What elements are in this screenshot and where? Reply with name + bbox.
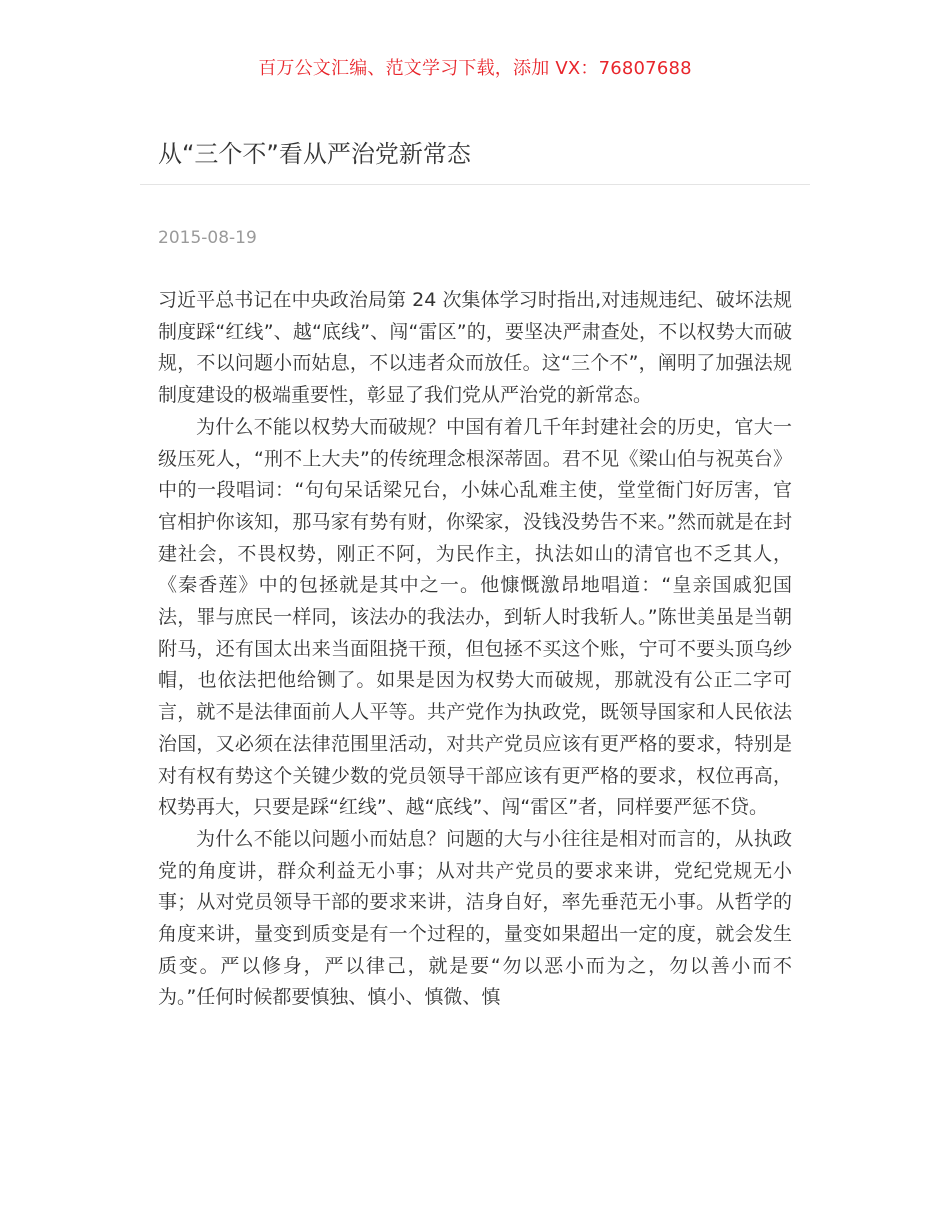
article-title: 从“三个不”看从严治党新常态 [158,140,471,168]
article-body [158,285,792,1014]
paragraph: 习近平总书记在中央政治局第 24 次集体学习时指出,对违规违纪、破坏法规制度踩“红线”、越“底线”、闯“雷区”的，要坚决严肃查处，不以权势大而破规，不以问题小而姑息，不以违者众而放任。这“三个不”，阐明了加强法规制度建设的极端重要性，彰显了我们党从严治党的新常态。 [158,289,792,407]
title-divider [140,184,810,185]
promo-banner: 百万公文汇编、范文学习下载，添加 VX：76807688 [258,58,692,79]
publish-date: 2015-08-19 [158,228,257,248]
paragraph: 为什么不能以问题小而姑息？问题的大与小往往是相对而言的，从执政党的角度讲，群众利益无小事；从对共产党员的要求来讲，党纪党规无小事；从对党员领导干部的要求来讲，洁身自好，率先垂范无小事。从哲学的角度来讲，量变到质变是有一个过程的，量变如果超出一定的度，就会发生质变。严以修身，严以律己，就是要“勿以恶小而为之，勿以善小而不为。”任何时候都要慎独、慎小、慎微、慎 [158,827,792,1009]
paragraph: 为什么不能以权势大而破规？中国有着几千年封建社会的历史，官大一级压死人，“刑不上大夫”的传统理念根深蒂固。君不见《梁山伯与祝英台》中的一段唱词：“句句呆话梁兄台，小妹心乱难主使，堂堂衙门好厉害，官官相护你该知，那马家有势有财，你梁家，没钱没势告不来。”然而就是在封建社会，不畏权势，刚正不阿，为民作主，执法如山的清官也不乏其人，《秦香莲》中的包拯就是其中之一。他慷慨激昂地唱道：“皇亲国戚犯国法，罪与庶民一样同，该法办的我法办，到斩人时我斩人。”陈世美虽是当朝附马，还有国太出来当面阻挠干预，但包拯不买这个账，宁可不要头顶乌纱帽，也依法把他给铡了。如果是因为权势大而破规，那就没有公正二字可言，就不是法律面前人人平等。共产党作为执政党，既领导国家和人民依法治国，又必须在法律范围里活动，对共产党员应该有更严格的要求，特别是对有权有势这个关键少数的党员领导干部应该有更严格的要求，权位再高，权势再大，只要是踩“红线”、越“底线”、闯“雷区”者，同样要严惩不贷。 [158,415,792,819]
